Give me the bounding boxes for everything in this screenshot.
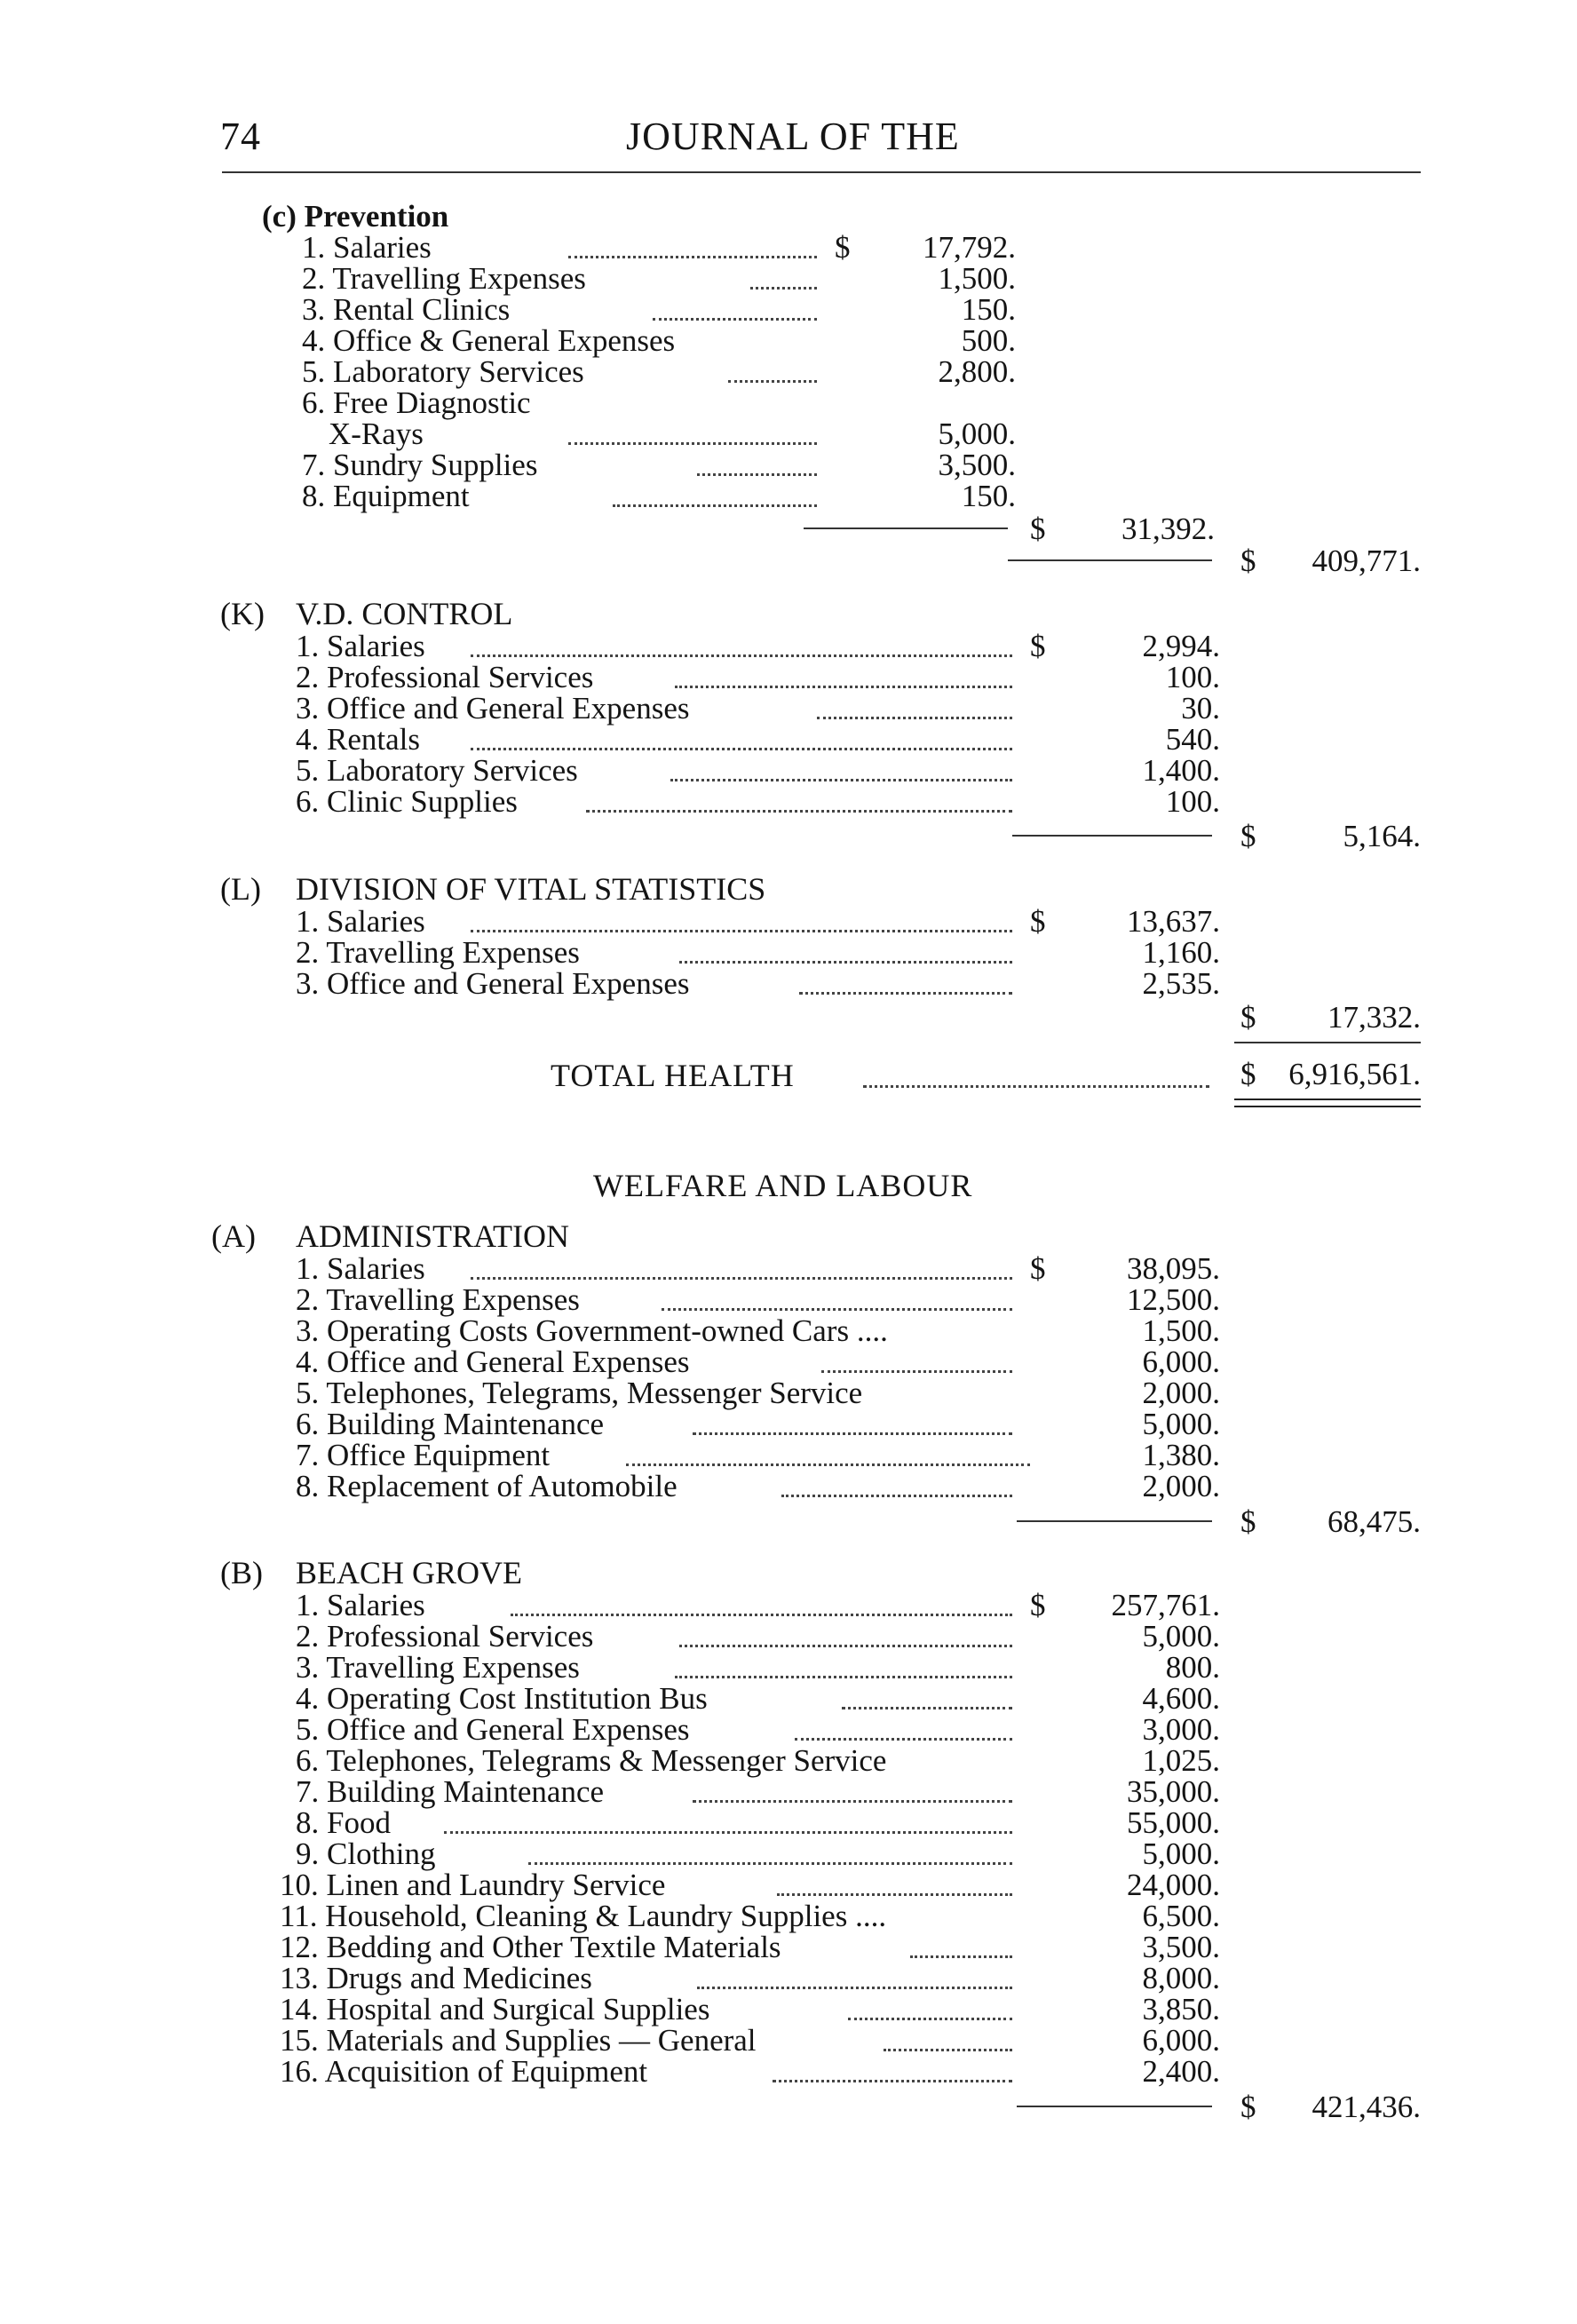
leader-dots: [653, 318, 817, 321]
vd-amount-1: 2,994.: [1142, 629, 1220, 663]
vd-item-1: 1. Salaries: [296, 629, 425, 663]
total-rule: [1017, 1520, 1212, 1522]
vd-amount-5: 1,400.: [1142, 753, 1220, 788]
leader-dots: [910, 1955, 1012, 1958]
admin-item-2: 2. Travelling Expenses: [296, 1282, 580, 1317]
vd-item-5: 5. Laboratory Services: [296, 753, 578, 788]
prevention-item-6: 6. Free Diagnostic: [302, 385, 531, 420]
prevention-item-3: 3. Rental Clinics: [302, 292, 511, 327]
beach-item-13: 13. Drugs and Medicines: [280, 1961, 592, 1995]
vital-amount-2: 1,160.: [1142, 935, 1220, 970]
section-letter-l: (L): [220, 871, 261, 907]
leader-dots: [679, 1645, 1012, 1647]
section-heading-administration: ADMINISTRATION: [296, 1218, 569, 1254]
beach-total: 421,436.: [1312, 2090, 1421, 2124]
vital-item-3: 3. Office and General Expenses: [296, 966, 690, 1001]
beach-item-11: 11. Household, Cleaning & Laundry Supplies ....: [280, 1899, 887, 1933]
leader-dots: [773, 2080, 1012, 2082]
beach-amount-9: 5,000.: [1142, 1836, 1220, 1871]
dollar-sign: $: [835, 230, 851, 265]
beach-amount-10: 24,000.: [1127, 1868, 1220, 1902]
beach-item-3: 3. Travelling Expenses: [296, 1650, 580, 1685]
admin-item-1: 1. Salaries: [296, 1251, 425, 1286]
leader-dots: [511, 1614, 1012, 1616]
beach-item-9: 9. Clothing: [296, 1836, 436, 1871]
leader-dots: [626, 1463, 1030, 1466]
admin-amount-1: 38,095.: [1127, 1251, 1220, 1286]
leader-dots: [471, 654, 1012, 657]
admin-item-6: 6. Building Maintenance: [296, 1407, 605, 1441]
total-rule: [1017, 2106, 1212, 2107]
leader-dots: [777, 1893, 1012, 1896]
section-heading-prevention: (c) Prevention: [262, 199, 449, 234]
prevention-item-2: 2. Travelling Expenses: [302, 261, 586, 296]
vital-item-1: 1. Salaries: [296, 904, 425, 939]
prevention-total: 409,771.: [1312, 543, 1421, 578]
beach-item-10: 10. Linen and Laundry Service: [280, 1868, 666, 1902]
beach-amount-15: 6,000.: [1142, 2023, 1220, 2058]
dollar-sign: $: [1240, 1504, 1256, 1539]
prevention-item-7: 7. Sundry Supplies: [302, 448, 538, 482]
admin-item-8: 8. Replacement of Automobile: [296, 1469, 678, 1503]
beach-item-4: 4. Operating Cost Institution Bus: [296, 1681, 708, 1716]
page-number: 74: [220, 115, 261, 158]
prevention-item-6-cont: X-Rays: [329, 416, 424, 451]
prevention-amount-4: 500.: [961, 323, 1016, 358]
leader-dots: [568, 256, 817, 258]
beach-amount-6: 1,025.: [1142, 1743, 1220, 1778]
beach-item-14: 14. Hospital and Surgical Supplies: [280, 1992, 710, 2027]
beach-amount-14: 3,850.: [1142, 1992, 1220, 2027]
beach-amount-1: 257,761.: [1111, 1588, 1220, 1622]
section-letter-b: (B): [220, 1555, 263, 1590]
leader-dots: [693, 1432, 1012, 1435]
vital-amount-3: 2,535.: [1142, 966, 1220, 1001]
leader-dots: [781, 1495, 1012, 1497]
prevention-amount-1: 17,792.: [923, 230, 1016, 265]
vital-amount-1: 13,637.: [1127, 904, 1220, 939]
dollar-sign: $: [1030, 512, 1046, 546]
division-title-welfare: WELFARE AND LABOUR: [593, 1168, 973, 1203]
beach-item-7: 7. Building Maintenance: [296, 1774, 605, 1809]
dollar-sign: $: [1240, 543, 1256, 578]
dollar-sign: $: [1240, 1000, 1256, 1035]
vd-amount-2: 100.: [1165, 660, 1220, 694]
leader-dots: [848, 2018, 1012, 2020]
beach-amount-3: 800.: [1165, 1650, 1220, 1685]
leader-dots: [586, 810, 1012, 813]
prevention-subtotal: 31,392.: [1121, 512, 1215, 546]
vd-amount-3: 30.: [1181, 691, 1220, 726]
subtotal-rule: [804, 527, 1008, 529]
leader-dots: [697, 1987, 1012, 1989]
section-letter-k: (K): [220, 596, 265, 631]
leader-dots: [697, 473, 817, 476]
beach-item-1: 1. Salaries: [296, 1588, 425, 1622]
vd-total: 5,164.: [1343, 819, 1421, 853]
total-health-amount: 6,916,561.: [1288, 1057, 1421, 1091]
prevention-amount-5: 2,800.: [938, 354, 1016, 389]
dollar-sign: $: [1030, 904, 1046, 939]
running-title: JOURNAL OF THE: [626, 115, 960, 158]
beach-item-16: 16. Acquisition of Equipment: [280, 2054, 648, 2089]
dollar-sign: $: [1240, 1057, 1256, 1091]
admin-amount-4: 6,000.: [1142, 1344, 1220, 1379]
beach-amount-5: 3,000.: [1142, 1712, 1220, 1747]
leader-dots: [675, 1676, 1012, 1678]
vd-amount-6: 100.: [1165, 784, 1220, 819]
admin-item-5: 5. Telephones, Telegrams, Messenger Service: [296, 1376, 863, 1410]
beach-amount-7: 35,000.: [1127, 1774, 1220, 1809]
prevention-item-4: 4. Office & General Expenses: [302, 323, 676, 358]
vd-item-4: 4. Rentals: [296, 722, 420, 757]
leader-dots: [613, 504, 817, 507]
leader-dots: [884, 2049, 1012, 2051]
total-rule: [1234, 1042, 1421, 1043]
leader-dots: [528, 1862, 1012, 1865]
dollar-sign: $: [1240, 2090, 1256, 2124]
dollar-sign: $: [1030, 629, 1046, 663]
prevention-item-8: 8. Equipment: [302, 479, 470, 513]
beach-amount-2: 5,000.: [1142, 1619, 1220, 1654]
prevention-amount-8: 150.: [961, 479, 1016, 513]
leader-dots: [795, 1738, 1012, 1741]
beach-amount-12: 3,500.: [1142, 1930, 1220, 1964]
admin-amount-2: 12,500.: [1127, 1282, 1220, 1317]
prevention-amount-7: 3,500.: [938, 448, 1016, 482]
dollar-sign: $: [1030, 1251, 1046, 1286]
leader-dots: [471, 1277, 1012, 1280]
leader-dots: [675, 686, 1012, 688]
beach-amount-13: 8,000.: [1142, 1961, 1220, 1995]
admin-item-4: 4. Office and General Expenses: [296, 1344, 690, 1379]
leader-dots: [444, 1831, 1012, 1834]
dollar-sign: $: [1240, 819, 1256, 853]
beach-item-2: 2. Professional Services: [296, 1619, 594, 1654]
admin-amount-7: 1,380.: [1142, 1438, 1220, 1472]
beach-item-6: 6. Telephones, Telegrams & Messenger Service: [296, 1743, 887, 1778]
header-rule: [222, 171, 1421, 173]
prevention-amount-6: 5,000.: [938, 416, 1016, 451]
leader-dots: [662, 1308, 1012, 1311]
vd-item-2: 2. Professional Services: [296, 660, 594, 694]
leader-dots: [471, 748, 1012, 750]
section-heading-vd-control: V.D. CONTROL: [296, 596, 513, 631]
beach-amount-4: 4,600.: [1142, 1681, 1220, 1716]
vd-item-3: 3. Office and General Expenses: [296, 691, 690, 726]
prevention-amount-2: 1,500.: [938, 261, 1016, 296]
beach-amount-16: 2,400.: [1142, 2054, 1220, 2089]
admin-amount-3: 1,500.: [1142, 1313, 1220, 1348]
beach-amount-8: 55,000.: [1127, 1805, 1220, 1840]
leader-dots: [842, 1707, 1012, 1709]
vital-total: 17,332.: [1327, 1000, 1421, 1035]
section-heading-beach-grove: BEACH GROVE: [296, 1555, 523, 1590]
leader-dots: [670, 779, 1012, 781]
admin-item-3: 3. Operating Costs Government-owned Cars ....: [296, 1313, 888, 1348]
admin-amount-5: 2,000.: [1142, 1376, 1220, 1410]
leader-dots: [693, 1800, 1012, 1803]
prevention-amount-3: 150.: [961, 292, 1016, 327]
beach-item-12: 12. Bedding and Other Textile Materials: [280, 1930, 781, 1964]
leader-dots: [568, 442, 817, 445]
prevention-item-1: 1. Salaries: [302, 230, 432, 265]
section-letter-a: (A): [211, 1218, 256, 1254]
grand-total-double-rule: [1234, 1099, 1421, 1107]
beach-amount-11: 6,500.: [1142, 1899, 1220, 1933]
leader-dots: [679, 961, 1012, 964]
leader-dots: [471, 930, 1012, 932]
beach-item-15: 15. Materials and Supplies — General: [280, 2023, 757, 2058]
leader-dots: [799, 992, 1012, 995]
beach-item-8: 8. Food: [296, 1805, 391, 1840]
leader-dots: [728, 380, 817, 383]
leader-dots: [817, 717, 1012, 719]
leader-dots: [821, 1370, 1012, 1373]
vital-item-2: 2. Travelling Expenses: [296, 935, 580, 970]
dollar-sign: $: [1030, 1588, 1046, 1622]
admin-amount-6: 5,000.: [1142, 1407, 1220, 1441]
leader-dots: [750, 287, 817, 290]
section-heading-vital-statistics: DIVISION OF VITAL STATISTICS: [296, 871, 766, 907]
total-health-label: TOTAL HEALTH: [551, 1058, 795, 1093]
admin-total: 68,475.: [1327, 1504, 1421, 1539]
beach-item-5: 5. Office and General Expenses: [296, 1712, 690, 1747]
total-rule: [1012, 835, 1212, 837]
admin-item-7: 7. Office Equipment: [296, 1438, 551, 1472]
vd-item-6: 6. Clinic Supplies: [296, 784, 518, 819]
prevention-item-5: 5. Laboratory Services: [302, 354, 584, 389]
admin-amount-8: 2,000.: [1142, 1469, 1220, 1503]
vd-amount-4: 540.: [1165, 722, 1220, 757]
total-rule: [1008, 559, 1212, 561]
leader-dots: [863, 1085, 1209, 1088]
